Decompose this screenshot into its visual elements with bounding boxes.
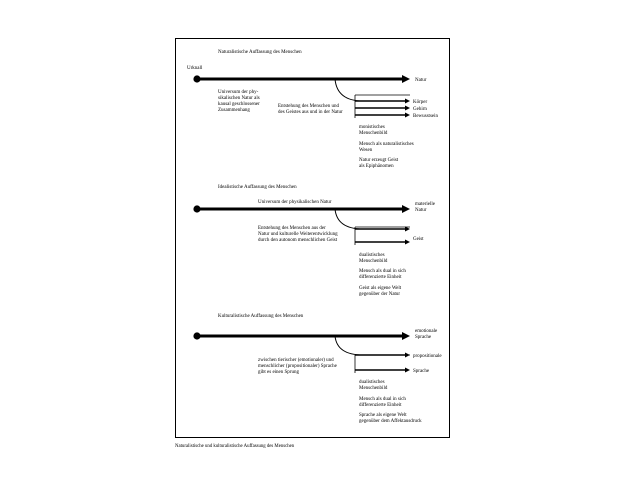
panel1-main-arrowhead — [402, 75, 410, 83]
panel1-branch-arrowhead — [405, 99, 410, 104]
panel1-main-end-label: Natur — [415, 78, 427, 83]
panel1-branch-arrowhead — [405, 106, 410, 111]
panel1-left-text: Universum der phy- — [218, 90, 259, 95]
panel1-mid-text: Entstehung des Menschen und — [278, 104, 339, 109]
panel1-note: Natur erzeugt Geist — [359, 158, 399, 163]
panel1-left-text: sikalischen Natur als — [218, 96, 260, 101]
panel3-branch-label: propositionale — [413, 354, 442, 359]
panel3-note: Mensch als dual in sich — [359, 397, 406, 402]
panel3-note: Menschenbild — [359, 386, 388, 391]
panel1-branch-label: Körper — [413, 100, 428, 105]
panel1-mid-text: des Geistes aus und in der Natur — [278, 110, 343, 115]
panel2-main-end-label: materielle — [415, 202, 435, 207]
panel2-note: Menschenbild — [359, 259, 388, 264]
panel3-main-end-label: Sprache — [415, 335, 432, 340]
panel3-title: Kulturalistische Auffassung des Menschen — [218, 314, 304, 319]
panel2-note: dualistisches — [359, 253, 385, 258]
panel3-main-end-label: emotionale — [415, 329, 438, 334]
panel1-origin-label: Urknall — [187, 66, 203, 71]
panel2-top-label: Universum der physikalischen Natur — [258, 200, 332, 205]
panel1-note: Wesen — [359, 148, 373, 153]
panel2-note: differenzierte Einheit — [359, 275, 402, 280]
panel2-note: gegenüber der Natur — [359, 292, 401, 297]
panel3-branch-arrowhead — [405, 368, 410, 373]
figure-caption: Naturalistische und kulturalistische Auffassung des Menschen — [175, 444, 295, 449]
panel2-mid-text: Natur und kulturelle Weiterentwicklung — [258, 232, 338, 237]
panel1-branch-label: Bewusstsein — [413, 114, 438, 119]
panel1-note: als Epiphänomen — [359, 164, 394, 169]
panel3-note: gegenüber dem Affektausdruck — [359, 419, 422, 424]
panel1-note: monistisches — [359, 125, 385, 130]
panel3-note: Sprache als eigene Welt — [359, 413, 407, 418]
panel2-title: Idealistische Auffassung des Menschen — [218, 185, 297, 190]
panel3-main-arrowhead — [402, 332, 410, 340]
panel2-main-end-label: Natur — [415, 208, 427, 213]
panel3-note: differenzierte Einheit — [359, 403, 402, 408]
panel3-mid-text: menschlicher (propositionaler) Sprache — [258, 364, 337, 369]
panel2-branch-label: Geist — [413, 237, 424, 242]
panel2-branch-curve — [335, 209, 363, 229]
panel2-note: Mensch als dual in sich — [359, 269, 406, 274]
panel2-branch-arrowhead — [405, 240, 410, 245]
panel1-left-text: Zusammenhang — [218, 108, 250, 113]
panel1-branch-arrowhead — [405, 113, 410, 118]
panel2-main-arrowhead — [402, 205, 410, 213]
panel3-branch-curve — [335, 336, 363, 355]
panel3-branch-arrowhead — [405, 353, 410, 358]
panel2-mid-text: durch den autonom menschlichen Geist — [258, 238, 338, 243]
panel3-branch-label: Sprache — [413, 369, 430, 374]
panel3-note: dualistisches — [359, 380, 385, 385]
panel2-mid-text: Entstehung des Menschen aus der — [258, 226, 326, 231]
panel1-left-text: kausal geschlossener — [218, 102, 260, 107]
panel1-title: Naturalistische Auffassung des Menschen — [218, 50, 302, 55]
panel1-note: Mensch als naturalistisches — [359, 142, 414, 147]
panel1-note: Menschenbild — [359, 131, 388, 136]
panel3-mid-text: zwischen tierischer (emotionaler) und — [258, 358, 334, 363]
panel3-mid-text: gibt es einen Sprung — [258, 370, 299, 375]
panel2-note: Geist als eigene Welt — [359, 286, 402, 291]
panel1-branch-curve — [335, 79, 363, 101]
panel1-branch-label: Gehirn — [413, 107, 427, 112]
